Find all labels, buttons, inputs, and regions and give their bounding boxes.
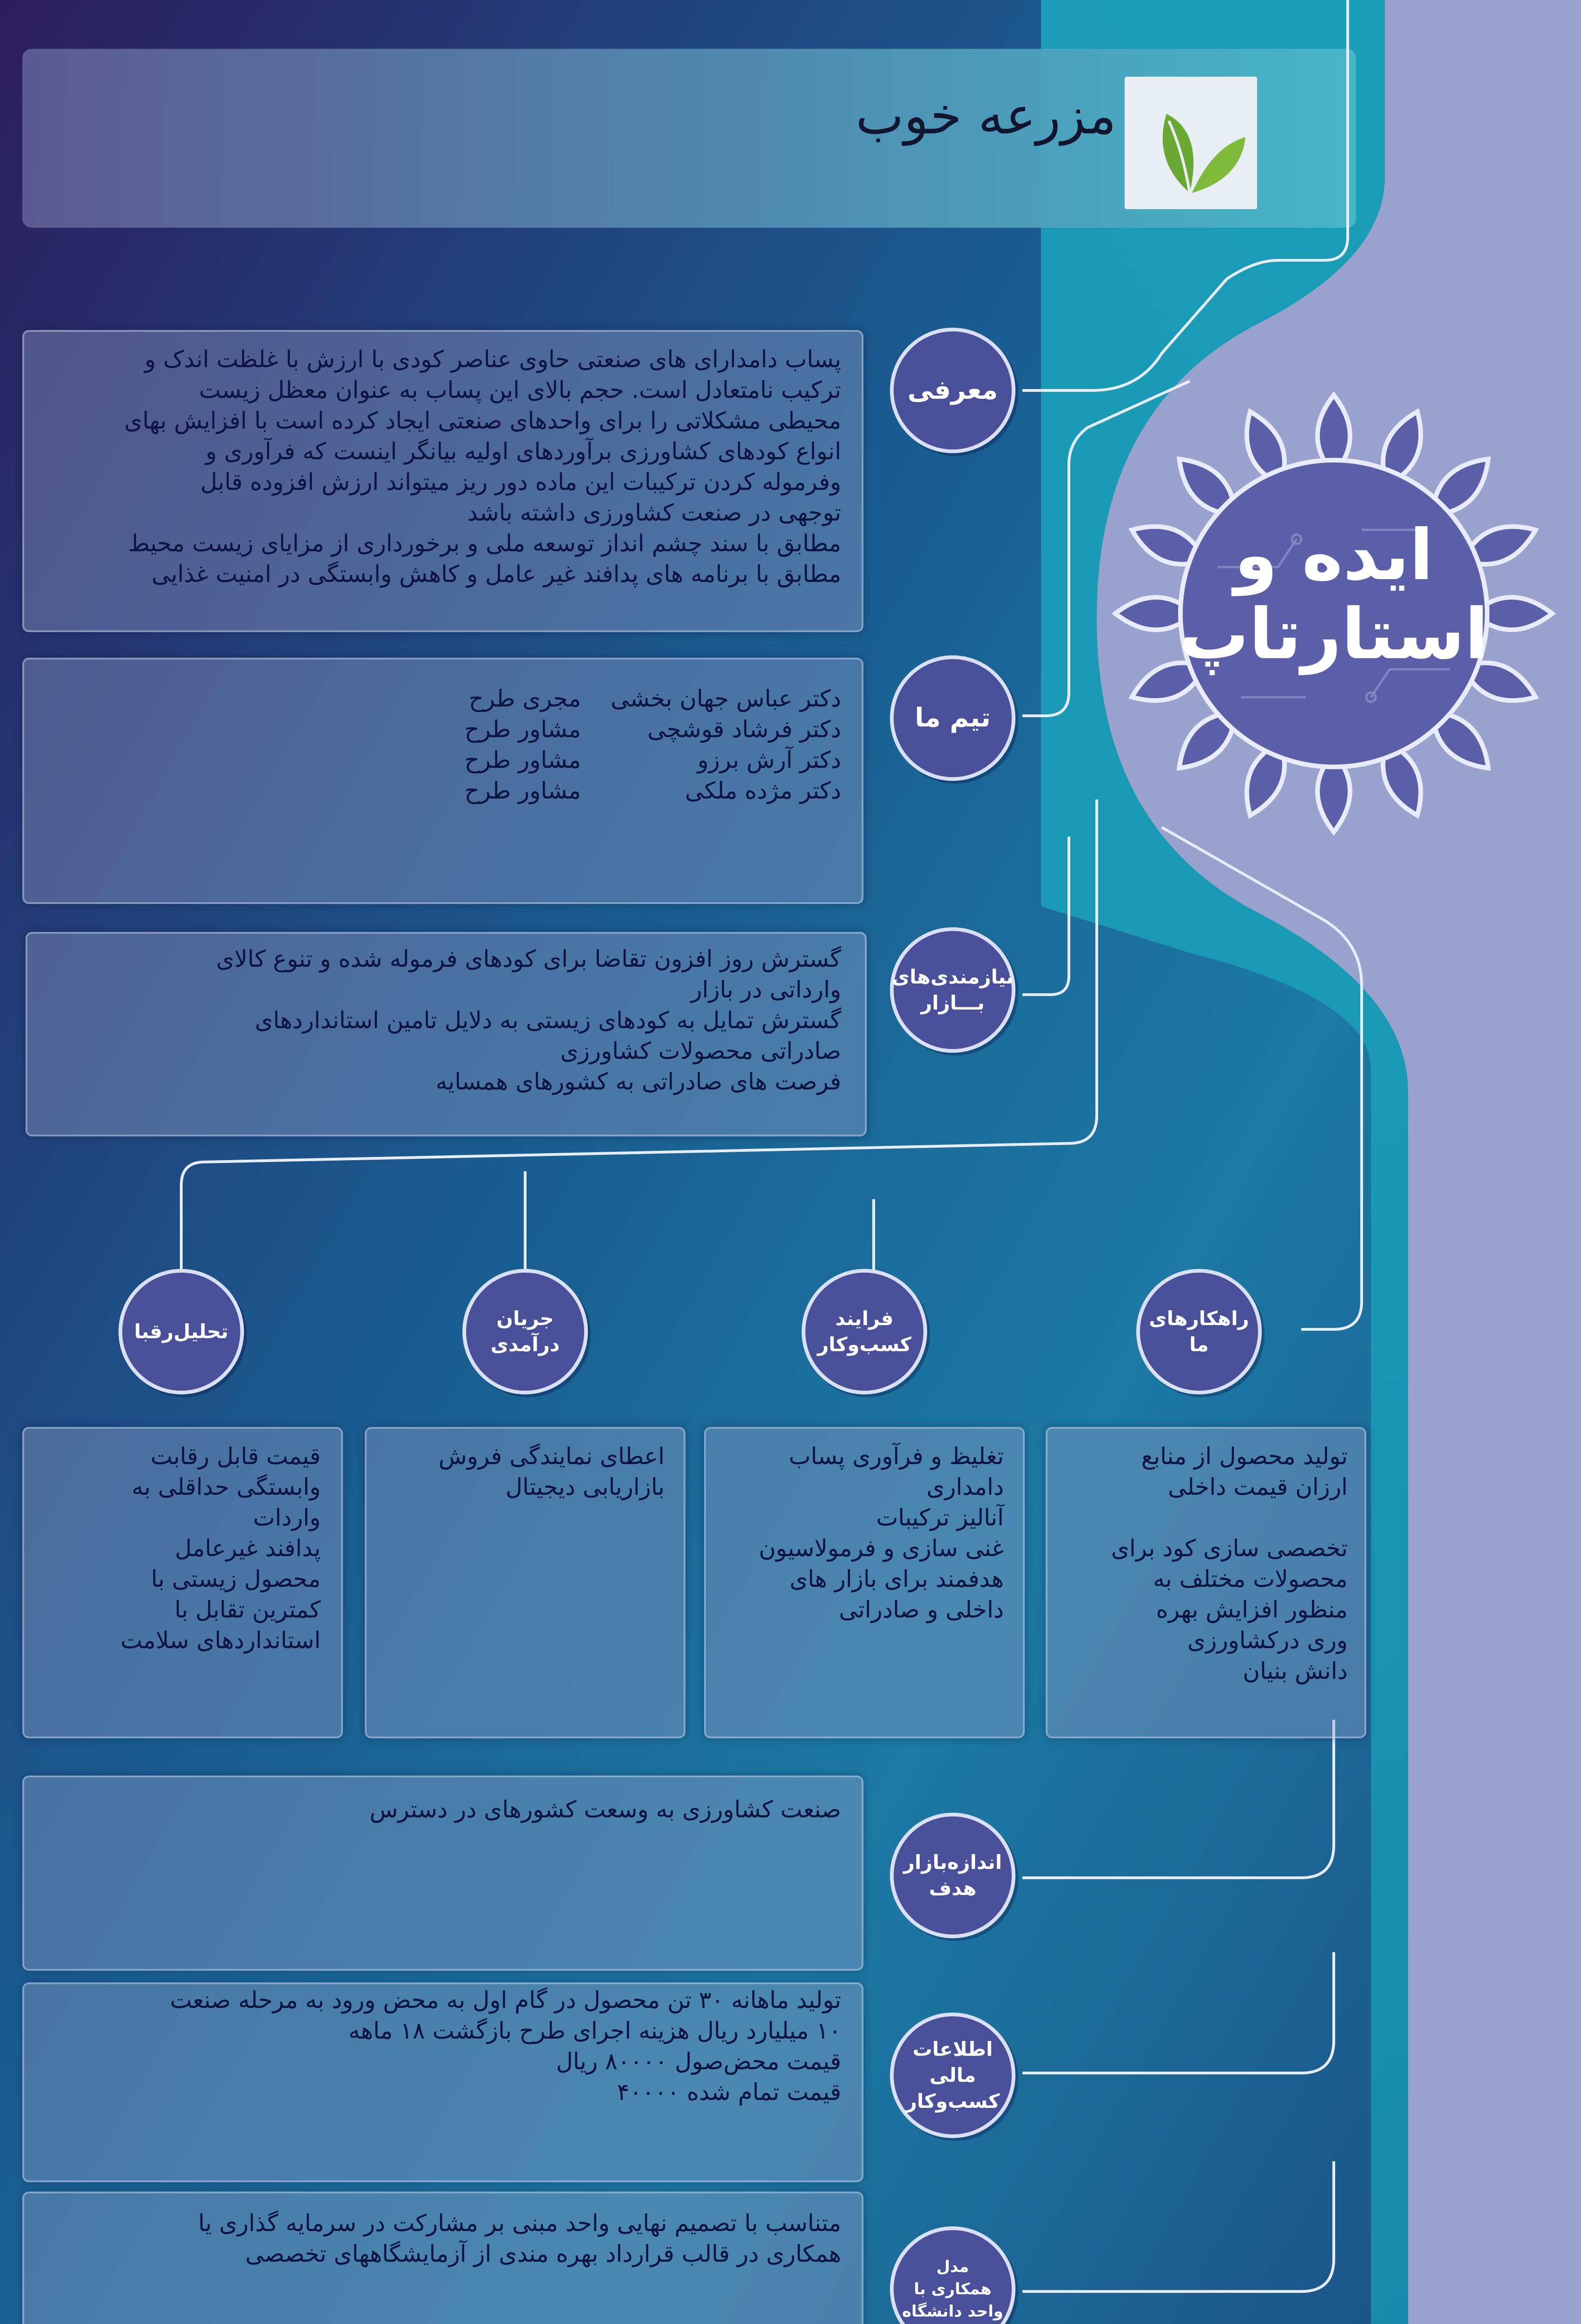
team-label: تیم ما — [915, 703, 991, 733]
needs-line: وارداتی در بازار — [691, 976, 841, 1003]
member-role: مشاور طرح — [464, 746, 581, 773]
intro-line: محیطی مشکلاتی را برای واحدهای صنعتی ایجاد کرده است با افزایش بهای — [124, 407, 841, 434]
badge-line1: ایده و — [1234, 515, 1434, 596]
solutions-line: تولید محصول از منابع — [1141, 1443, 1348, 1470]
financial-line: تولید ماهانه ۳۰ تن محصول در گام اول به محض ورود به مرحله صنعت — [170, 1987, 841, 2014]
competitors-line: پدافند غیرعامل — [175, 1535, 321, 1562]
solutions-line: محصولات مختلف به — [1153, 1565, 1348, 1592]
process-line: آنالیز ترکیبات — [876, 1504, 1004, 1531]
market-needs-circle — [890, 927, 1015, 1053]
logo-box — [1125, 77, 1257, 209]
competitors-line: واردات — [253, 1504, 321, 1531]
team-list — [302, 683, 841, 806]
process-line: داخلی و صادراتی — [839, 1596, 1004, 1623]
intro-line: مطابق با سند چشم انداز توسعه ملی و برخورداری از مزایای زیست محیط — [128, 530, 841, 557]
competitors-line: کمترین تقابل با — [174, 1596, 321, 1623]
page-title: مزرعه خوب — [856, 86, 1116, 145]
team-member — [302, 714, 841, 745]
badge-text — [1157, 516, 1510, 674]
competitors-text — [37, 1441, 321, 1656]
university-line: متناسب با تصمیم نهایی واحد مبنی بر مشارکت در سرمایه گذاری یا — [198, 2210, 841, 2237]
solutions-line: وری درکشاورزی — [1187, 1627, 1348, 1654]
solutions-line — [1060, 1502, 1348, 1533]
financial-label: اطلاعات مالی کسب‌وکار — [905, 2038, 1000, 2113]
member-role: مشاور طرح — [464, 777, 581, 804]
financial-text — [46, 1985, 841, 2107]
process-line: تغلیظ و فرآوری پساب — [789, 1443, 1004, 1470]
member-name: دکتر عباس جهان بخشی — [611, 685, 841, 712]
financial-line: قیمت تمام شده ۴۰۰۰۰ — [617, 2079, 841, 2106]
financial-circle — [890, 2013, 1015, 2138]
intro-line: توجهی در صنعت کشاورزی داشته باشد — [467, 499, 841, 526]
solutions-line: ارزان قیمت داخلی — [1168, 1473, 1348, 1500]
leaf-icon — [1125, 77, 1257, 209]
financial-line: قیمت محض‌صول ۸۰۰۰۰ ریال — [556, 2048, 841, 2075]
solutions-label: راهکارهای ما — [1149, 1307, 1249, 1356]
process-line: غنی سازی و فرمولاسیون — [758, 1535, 1004, 1562]
university-line: همکاری در قالب قرارداد بهره مندی از آزمایشگاههای تخصصی — [245, 2240, 841, 2267]
revenue-line: بازاریابی دیجیتال — [505, 1473, 665, 1500]
solutions-line: دانش بنیان — [1243, 1657, 1348, 1684]
member-name: دکتر فرشاد قوشچی — [647, 716, 841, 743]
member-name: دکتر آرش برزو — [697, 746, 841, 773]
member-name: دکتر مژده ملکی — [685, 777, 841, 804]
intro-line: مطابق با برنامه های پدافند غیر عامل و کاهش وابستگی در امنیت غذایی — [152, 561, 841, 588]
team-member — [302, 775, 841, 806]
market-needs-text — [46, 944, 841, 1097]
solutions-circle — [1136, 1269, 1262, 1394]
intro-line: ترکیب نامتعادل است. حجم بالای این پساب به عنوان معظل زیست — [199, 376, 841, 403]
member-role: مشاور طرح — [464, 716, 581, 743]
intro-text — [42, 344, 841, 589]
solutions-line: تخصصی سازی کود برای — [1111, 1535, 1348, 1562]
needs-line: گسترش تمایل به کودهای زیستی به دلایل تامین استانداردهای — [255, 1007, 841, 1034]
competitors-line: وابستگی حداقلی به — [132, 1473, 321, 1500]
target-market-line: صنعت کشاورزی به وسعت کشورهای در دسترس — [369, 1796, 841, 1823]
revenue-line: اعطای نمایندگی فروش — [438, 1443, 665, 1470]
intro-circle — [890, 328, 1015, 453]
target-market-text — [46, 1794, 841, 1825]
intro-line: پساب دامدارای های صنعتی حاوی عناصر کودی با ارزش با غلظت اندک و — [145, 346, 841, 373]
university-text — [46, 2208, 841, 2269]
badge-line2: استارتاپ — [1179, 594, 1489, 675]
intro-line: وفرموله کردن ترکیبات این ماده دور ریز میتواند ارزش افزوده قابل — [200, 469, 841, 495]
process-line: دامداری — [926, 1473, 1004, 1500]
target-market-circle — [890, 1813, 1015, 1938]
needs-line: فرصت های صادراتی به کشورهای همسایه — [435, 1068, 841, 1095]
needs-line: گسترش روز افزون تقاضا برای کودهای فرموله شده و تنوع کالای — [216, 945, 841, 972]
solutions-line: منظور افزایش بهره — [1156, 1596, 1348, 1623]
competitors-line: محصول زیستی با — [151, 1565, 321, 1592]
revenue-circle — [462, 1269, 588, 1394]
team-circle — [890, 655, 1015, 781]
solutions-text — [1060, 1441, 1348, 1686]
process-label: فرایند کسب‌وکار — [817, 1307, 912, 1356]
intro-line: انواع کودهای کشاورزی برآوردهای اولیه بیانگر اینست که فرآوری و — [205, 438, 841, 465]
needs-line: صادراتی محصولات کشاورزی — [560, 1037, 841, 1064]
revenue-label: جریان درآمدی — [490, 1307, 560, 1356]
team-member — [302, 745, 841, 775]
competitors-label: تحلیل‌رقبا — [134, 1320, 229, 1343]
member-role: مجری طرح — [468, 685, 581, 712]
team-member — [302, 683, 841, 714]
intro-label: معرفی — [907, 375, 998, 405]
university-label: مدل همکاری با واحد دانشگاه — [902, 2258, 1003, 2321]
revenue-text — [379, 1441, 665, 1502]
target-market-label: اندازه‌بازار هدف — [903, 1851, 1002, 1900]
process-line: هدفمند برای بازار های — [789, 1565, 1004, 1592]
financial-line: ۱۰ میلیارد ریال هزینه اجرای طرح بازگشت ۱۸ ماهه — [348, 2017, 841, 2044]
competitors-line: قیمت قابل رقابت — [151, 1443, 321, 1470]
competitors-circle — [119, 1269, 244, 1394]
market-needs-label: نیازمندی‌های بـــازار — [891, 965, 1014, 1014]
process-circle — [802, 1269, 927, 1394]
process-text — [716, 1441, 1004, 1625]
competitors-line: استانداردهای سلامت — [120, 1627, 321, 1654]
